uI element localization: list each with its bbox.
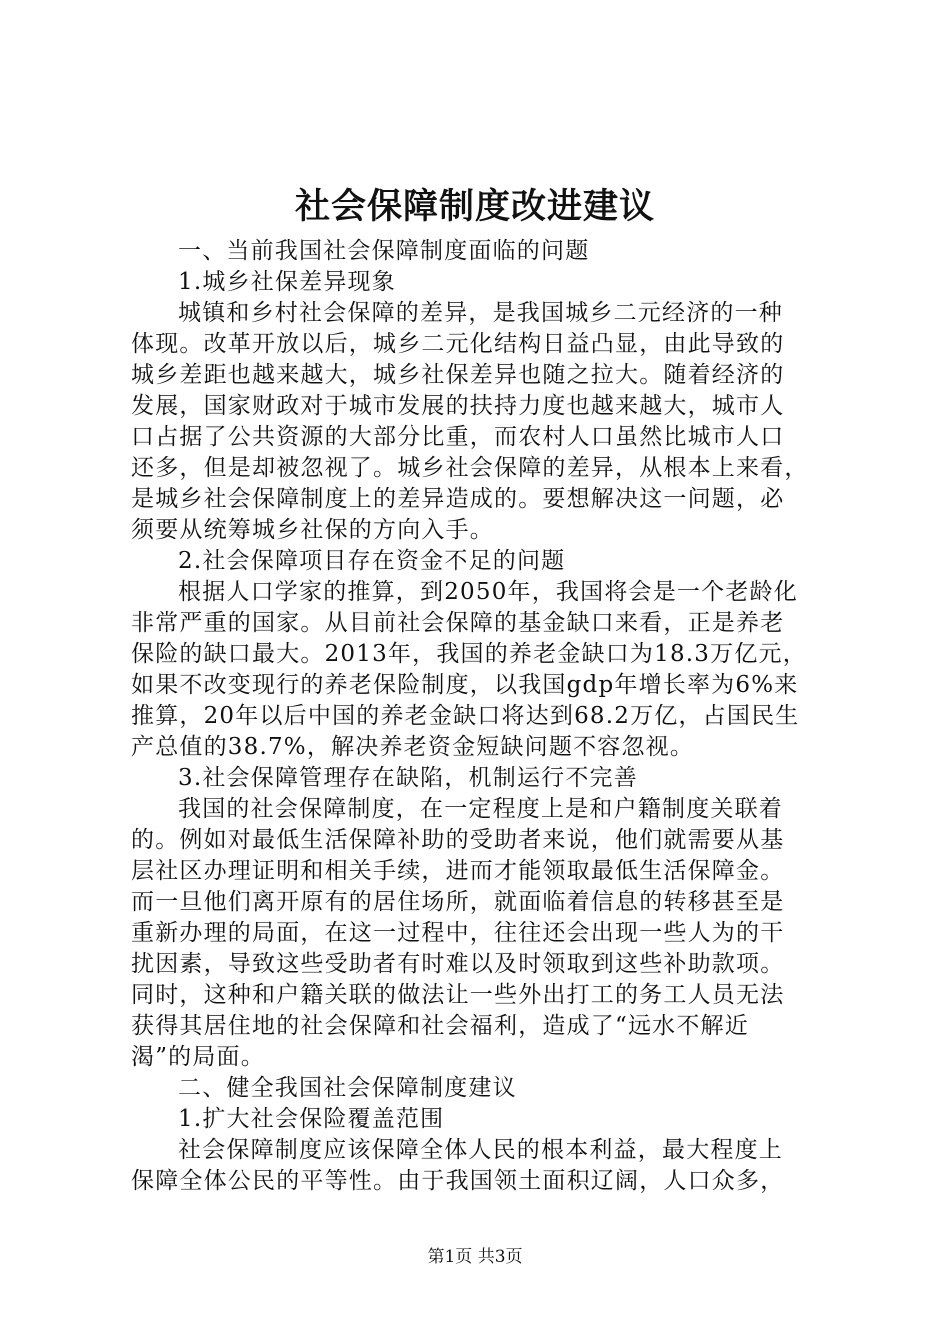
paragraph-line: 城乡差距也越来越大，城乡社保差异也随之拉大。随着经济的 xyxy=(131,362,785,388)
paragraph-line: 层社区办理证明和相关手续，进而才能领取最低生活保障金。 xyxy=(131,858,785,884)
paragraph-line: 同时，这种和户籍关联的做法让一些外出打工的务工人员无法 xyxy=(131,982,785,1008)
paragraph-line: 的。例如对最低生活保障补助的受助者来说，他们就需要从基 xyxy=(131,827,785,853)
paragraph-line: 保障全体公民的平等性。由于我国领土面积辽阔，人口众多， xyxy=(131,1168,785,1194)
paragraph-line: 体现。改革开放以后，城乡二元化结构日益凸显，由此导致的 xyxy=(131,331,785,357)
page-footer: 第1页 共3页 xyxy=(427,1247,523,1267)
section-heading: 一、当前我国社会保障制度面临的问题 xyxy=(178,238,590,264)
paragraph-line: 根据人口学家的推算，到2050年，我国将会是一个老龄化 xyxy=(178,579,798,605)
paragraph-line: 产总值的38.7%，解决养老资金短缺问题不容忽视。 xyxy=(131,734,695,760)
paragraph-line: 须要从统筹城乡社保的方向入手。 xyxy=(131,517,494,543)
subsection-heading: 1.城乡社保差异现象 xyxy=(178,269,396,295)
paragraph-line: 如果不改变现行的养老保险制度，以我国gdp年增长率为6%来 xyxy=(131,672,799,698)
paragraph-line: 渴”的局面。 xyxy=(131,1044,265,1070)
paragraph-line: 还多，但是却被忽视了。城乡社会保障的差异，从根本上来看， xyxy=(131,455,809,481)
subsection-heading: 2.社会保障项目存在资金不足的问题 xyxy=(178,548,566,574)
paragraph-line: 口占据了公共资源的大部分比重，而农村人口虽然比城市人口 xyxy=(131,424,785,450)
paragraph-line: 获得其居住地的社会保障和社会福利，造成了“远水不解近 xyxy=(131,1013,749,1039)
paragraph-line: 扰因素，导致这些受助者有时难以及时领取到这些补助款项。 xyxy=(131,951,785,977)
paragraph-line: 是城乡社会保障制度上的差异造成的。要想解决这一问题，必 xyxy=(131,486,785,512)
document-body xyxy=(131,236,831,1197)
paragraph-line: 保险的缺口最大。2013年，我国的养老金缺口为18.3万亿元， xyxy=(131,641,807,667)
paragraph-line: 推算，20年以后中国的养老金缺口将达到68.2万亿，占国民生 xyxy=(131,703,800,729)
paragraph-line: 非常严重的国家。从目前社会保障的基金缺口来看，正是养老 xyxy=(131,610,785,636)
paragraph-line: 城镇和乡村社会保障的差异，是我国城乡二元经济的一种 xyxy=(178,300,783,326)
paragraph-line: 重新办理的局面，在这一过程中，往往还会出现一些人为的干 xyxy=(131,920,785,946)
section-heading: 二、健全我国社会保障制度建议 xyxy=(178,1075,517,1101)
subsection-heading: 3.社会保障管理存在缺陷，机制运行不完善 xyxy=(178,765,638,791)
paragraph-line: 社会保障制度应该保障全体人民的根本利益，最大程度上 xyxy=(178,1137,783,1163)
subsection-heading: 1.扩大社会保险覆盖范围 xyxy=(178,1106,445,1132)
paragraph-line: 我国的社会保障制度，在一定程度上是和户籍制度关联着 xyxy=(178,796,783,822)
paragraph-line: 而一旦他们离开原有的居住场所，就面临着信息的转移甚至是 xyxy=(131,889,785,915)
document-title: 社会保障制度改进建议 xyxy=(294,186,655,227)
paragraph-line: 发展，国家财政对于城市发展的扶持力度也越来越大，城市人 xyxy=(131,393,785,419)
